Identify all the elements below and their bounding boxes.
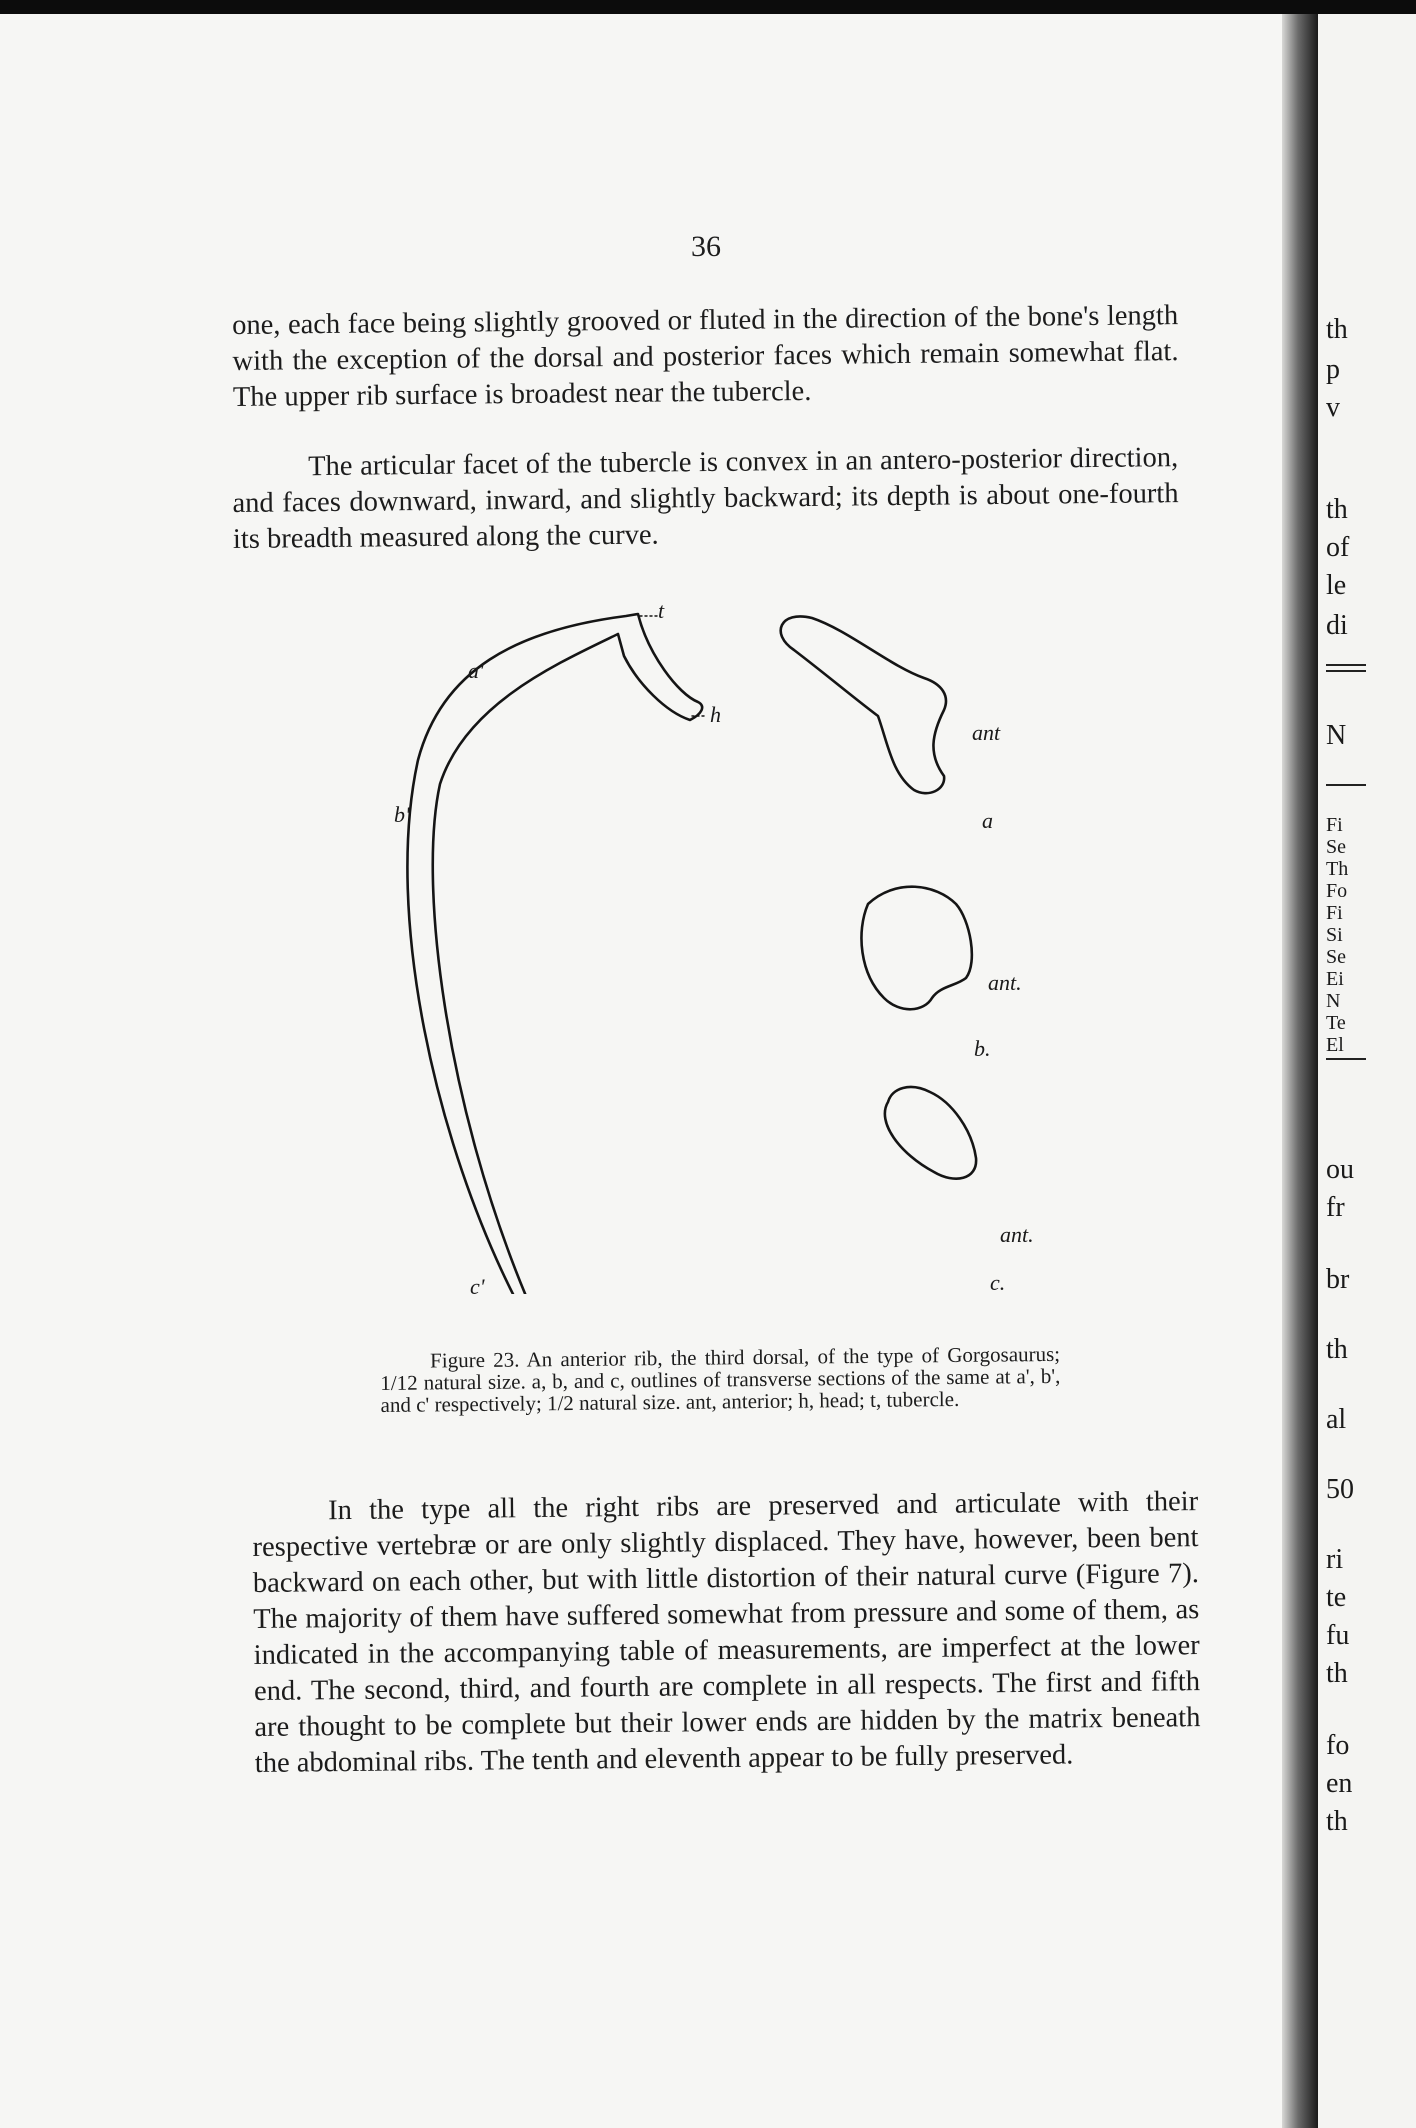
facing-fragment: Se xyxy=(1326,946,1346,968)
facing-fragment: El xyxy=(1326,1034,1344,1056)
facing-fragment: Si xyxy=(1326,924,1343,946)
facing-fragment: le xyxy=(1326,570,1347,601)
facing-fragment: Ei xyxy=(1326,968,1344,990)
paragraph-right-ribs: In the type all the right ribs are preserved and articulate with their respective vertebræ or are only slightly displaced. They have, however, been bent backward on each other, but with little distortion of their natural curve (Figure 7). The majority of them have suffered somewhat from pressure and some of them, as indicated in the accompanying table of measurements, are imperfect at the lower end. The second, third, and fourth are complete in all respects. The first and fifth are thought to be complete but their lower ends are hidden by the matrix beneath the abdominal ribs. The tenth and eleventh appear to be fully preserved. xyxy=(252,1486,1201,1779)
facing-rule xyxy=(1326,784,1366,786)
facing-fragment: br xyxy=(1326,1264,1350,1295)
label-h: h xyxy=(710,702,721,727)
facing-fragment: Fo xyxy=(1326,880,1348,902)
rib-outline xyxy=(407,614,702,1294)
facing-fragment: ou xyxy=(1326,1154,1354,1185)
figure-caption xyxy=(380,1343,1061,1416)
label-a-prime: a' xyxy=(468,658,484,683)
facing-fragment: th xyxy=(1326,314,1348,345)
cross-section-b xyxy=(861,887,971,1010)
book-page xyxy=(0,14,1318,2128)
label-t: t xyxy=(658,598,665,623)
facing-fragment: 50 xyxy=(1326,1474,1354,1505)
label-b: b. xyxy=(974,1036,991,1061)
label-ant-a: ant xyxy=(972,720,1001,745)
cross-section-a xyxy=(781,616,946,793)
book-gutter xyxy=(1282,14,1318,2128)
facing-fragment: te xyxy=(1326,1582,1347,1613)
facing-fragment: th xyxy=(1326,1334,1348,1365)
caption-text: Figure 23. An anterior rib, the third dorsal, of the type of Gorgosaurus; 1/12 natural size. a, b, and c, outlines of transverse sections of the same at a', b', and c' respectively; 1/2 natural size. ant, anterior; h, head; t, tubercle. xyxy=(380,1341,1061,1417)
facing-fragment: Fi xyxy=(1326,902,1343,924)
facing-fragment: N xyxy=(1326,720,1347,751)
facing-fragment: en xyxy=(1326,1768,1353,1799)
facing-fragment: of xyxy=(1326,532,1350,563)
label-c-prime: c' xyxy=(470,1274,485,1299)
facing-fragment: Th xyxy=(1326,858,1349,880)
paragraph-tubercle-facet: The articular facet of the tubercle is convex in an antero-posterior direction, and faces downward, inward, and slightly backward; its depth is about one-fourth its breadth measured along the curve. xyxy=(232,442,1179,555)
label-ant-b: ant. xyxy=(988,970,1022,995)
label-c: c. xyxy=(990,1270,1006,1295)
page-number: 36 xyxy=(691,230,721,263)
rib-illustration xyxy=(350,594,1070,1294)
facing-fragment: al xyxy=(1326,1404,1347,1435)
facing-fragment: ri xyxy=(1326,1544,1344,1575)
facing-fragment: th xyxy=(1326,1806,1348,1837)
facing-fragment: th xyxy=(1326,494,1348,525)
facing-fragment: p xyxy=(1326,354,1340,385)
facing-fragment: Se xyxy=(1326,836,1346,858)
facing-rule xyxy=(1326,670,1366,672)
facing-fragment: N xyxy=(1326,990,1341,1012)
facing-fragment: v xyxy=(1326,392,1340,423)
label-a: a xyxy=(982,808,993,833)
facing-fragment: fu xyxy=(1326,1620,1350,1651)
label-b-prime: b' xyxy=(394,802,410,827)
label-ant-c: ant. xyxy=(1000,1222,1034,1247)
facing-fragment: Te xyxy=(1326,1012,1346,1034)
facing-fragment: fo xyxy=(1326,1730,1350,1761)
facing-rule xyxy=(1326,1058,1366,1060)
figure-23 xyxy=(350,594,1070,1299)
facing-fragment: Fi xyxy=(1326,814,1343,836)
facing-fragment: th xyxy=(1326,1658,1348,1689)
facing-fragment: fr xyxy=(1326,1192,1345,1223)
facing-fragment: di xyxy=(1326,610,1348,641)
paragraph-rib-faces: one, each face being slightly grooved or fluted in the direction of the bone's length with the exception of the dorsal and posterior faces which remain somewhat flat. The upper rib surface is broadest near the tubercle. xyxy=(232,300,1179,413)
facing-page-edge xyxy=(1318,14,1416,2128)
facing-rule xyxy=(1326,664,1366,666)
cross-section-c xyxy=(885,1087,976,1179)
